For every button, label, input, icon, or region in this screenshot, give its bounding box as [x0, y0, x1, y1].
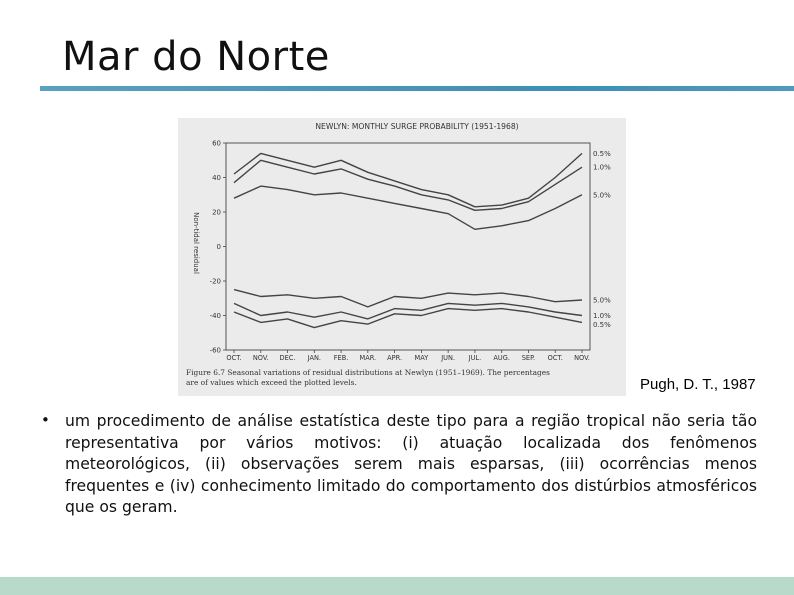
x-tick-label: APR. — [387, 354, 403, 362]
figure-caption-line-1: Figure 6.7 Seasonal variations of residual distributions at Newlyn (1951–1969). The percentages — [186, 368, 550, 377]
x-tick-label: MAR. — [359, 354, 377, 362]
x-tick-label: JUL. — [468, 354, 482, 362]
x-tick-label: MAY — [414, 354, 429, 362]
x-tick-label: DEC. — [279, 354, 296, 362]
y-tick-label: 0 — [216, 243, 221, 251]
slide-title: Mar do Norte — [62, 34, 330, 80]
series-label: 1.0% — [593, 163, 611, 172]
y-tick-label: -20 — [209, 277, 221, 286]
x-tick-label: OCT. — [547, 354, 563, 362]
series-label: 0.5% — [593, 149, 611, 158]
x-tick-label: NOV. — [574, 354, 590, 362]
figure-caption-line-2: are of values which exceed the plotted levels. — [186, 378, 357, 387]
series-line — [234, 303, 582, 319]
series-line — [234, 186, 582, 229]
x-tick-label: AUG. — [493, 354, 510, 362]
citation: Pugh, D. T., 1987 — [640, 376, 756, 393]
x-tick-label: SEP. — [521, 354, 536, 362]
plot-frame — [226, 143, 590, 350]
chart-title: NEWLYN: MONTHLY SURGE PROBABILITY (1951-1968) — [315, 122, 519, 131]
y-tick-label: -40 — [209, 312, 221, 320]
series-label: 1.0% — [593, 312, 611, 320]
bullet-text: um procedimento de análise estatística deste tipo para a região tropical não seria tão representativa por vários motivos: (i) atuação localizada dos fenômenos meteorológicos, (ii) observações serem mais esparsas, (iii) ocorrências menos frequentes e (iv) conhecimento limitado do comportamento dos distúrbios atmosféricos que os geram. — [65, 412, 757, 516]
series-label: 5.0% — [593, 191, 611, 200]
y-tick-label: 20 — [212, 208, 221, 217]
bullet-item — [41, 411, 757, 519]
series-line — [234, 290, 582, 307]
y-tick-label: 60 — [212, 139, 221, 148]
surge-probability-chart — [178, 118, 626, 396]
x-tick-label: FEB. — [333, 354, 349, 362]
y-axis-label: Non-tidal residual — [192, 212, 200, 274]
title-rule — [40, 86, 794, 91]
figure-scan — [178, 118, 626, 396]
x-tick-label: NOV. — [252, 354, 269, 362]
series-label: 0.5% — [593, 321, 611, 329]
footer-band — [0, 577, 794, 595]
y-tick-label: 40 — [212, 174, 221, 182]
x-tick-label: JAN. — [307, 354, 321, 362]
x-tick-label: OCT. — [226, 354, 242, 362]
bullet-marker: • — [41, 411, 50, 429]
series-line — [234, 309, 582, 328]
series-line — [234, 153, 582, 206]
y-tick-label: -60 — [209, 346, 221, 355]
x-tick-label: JUN. — [441, 354, 456, 362]
series-label: 5.0% — [593, 296, 611, 305]
